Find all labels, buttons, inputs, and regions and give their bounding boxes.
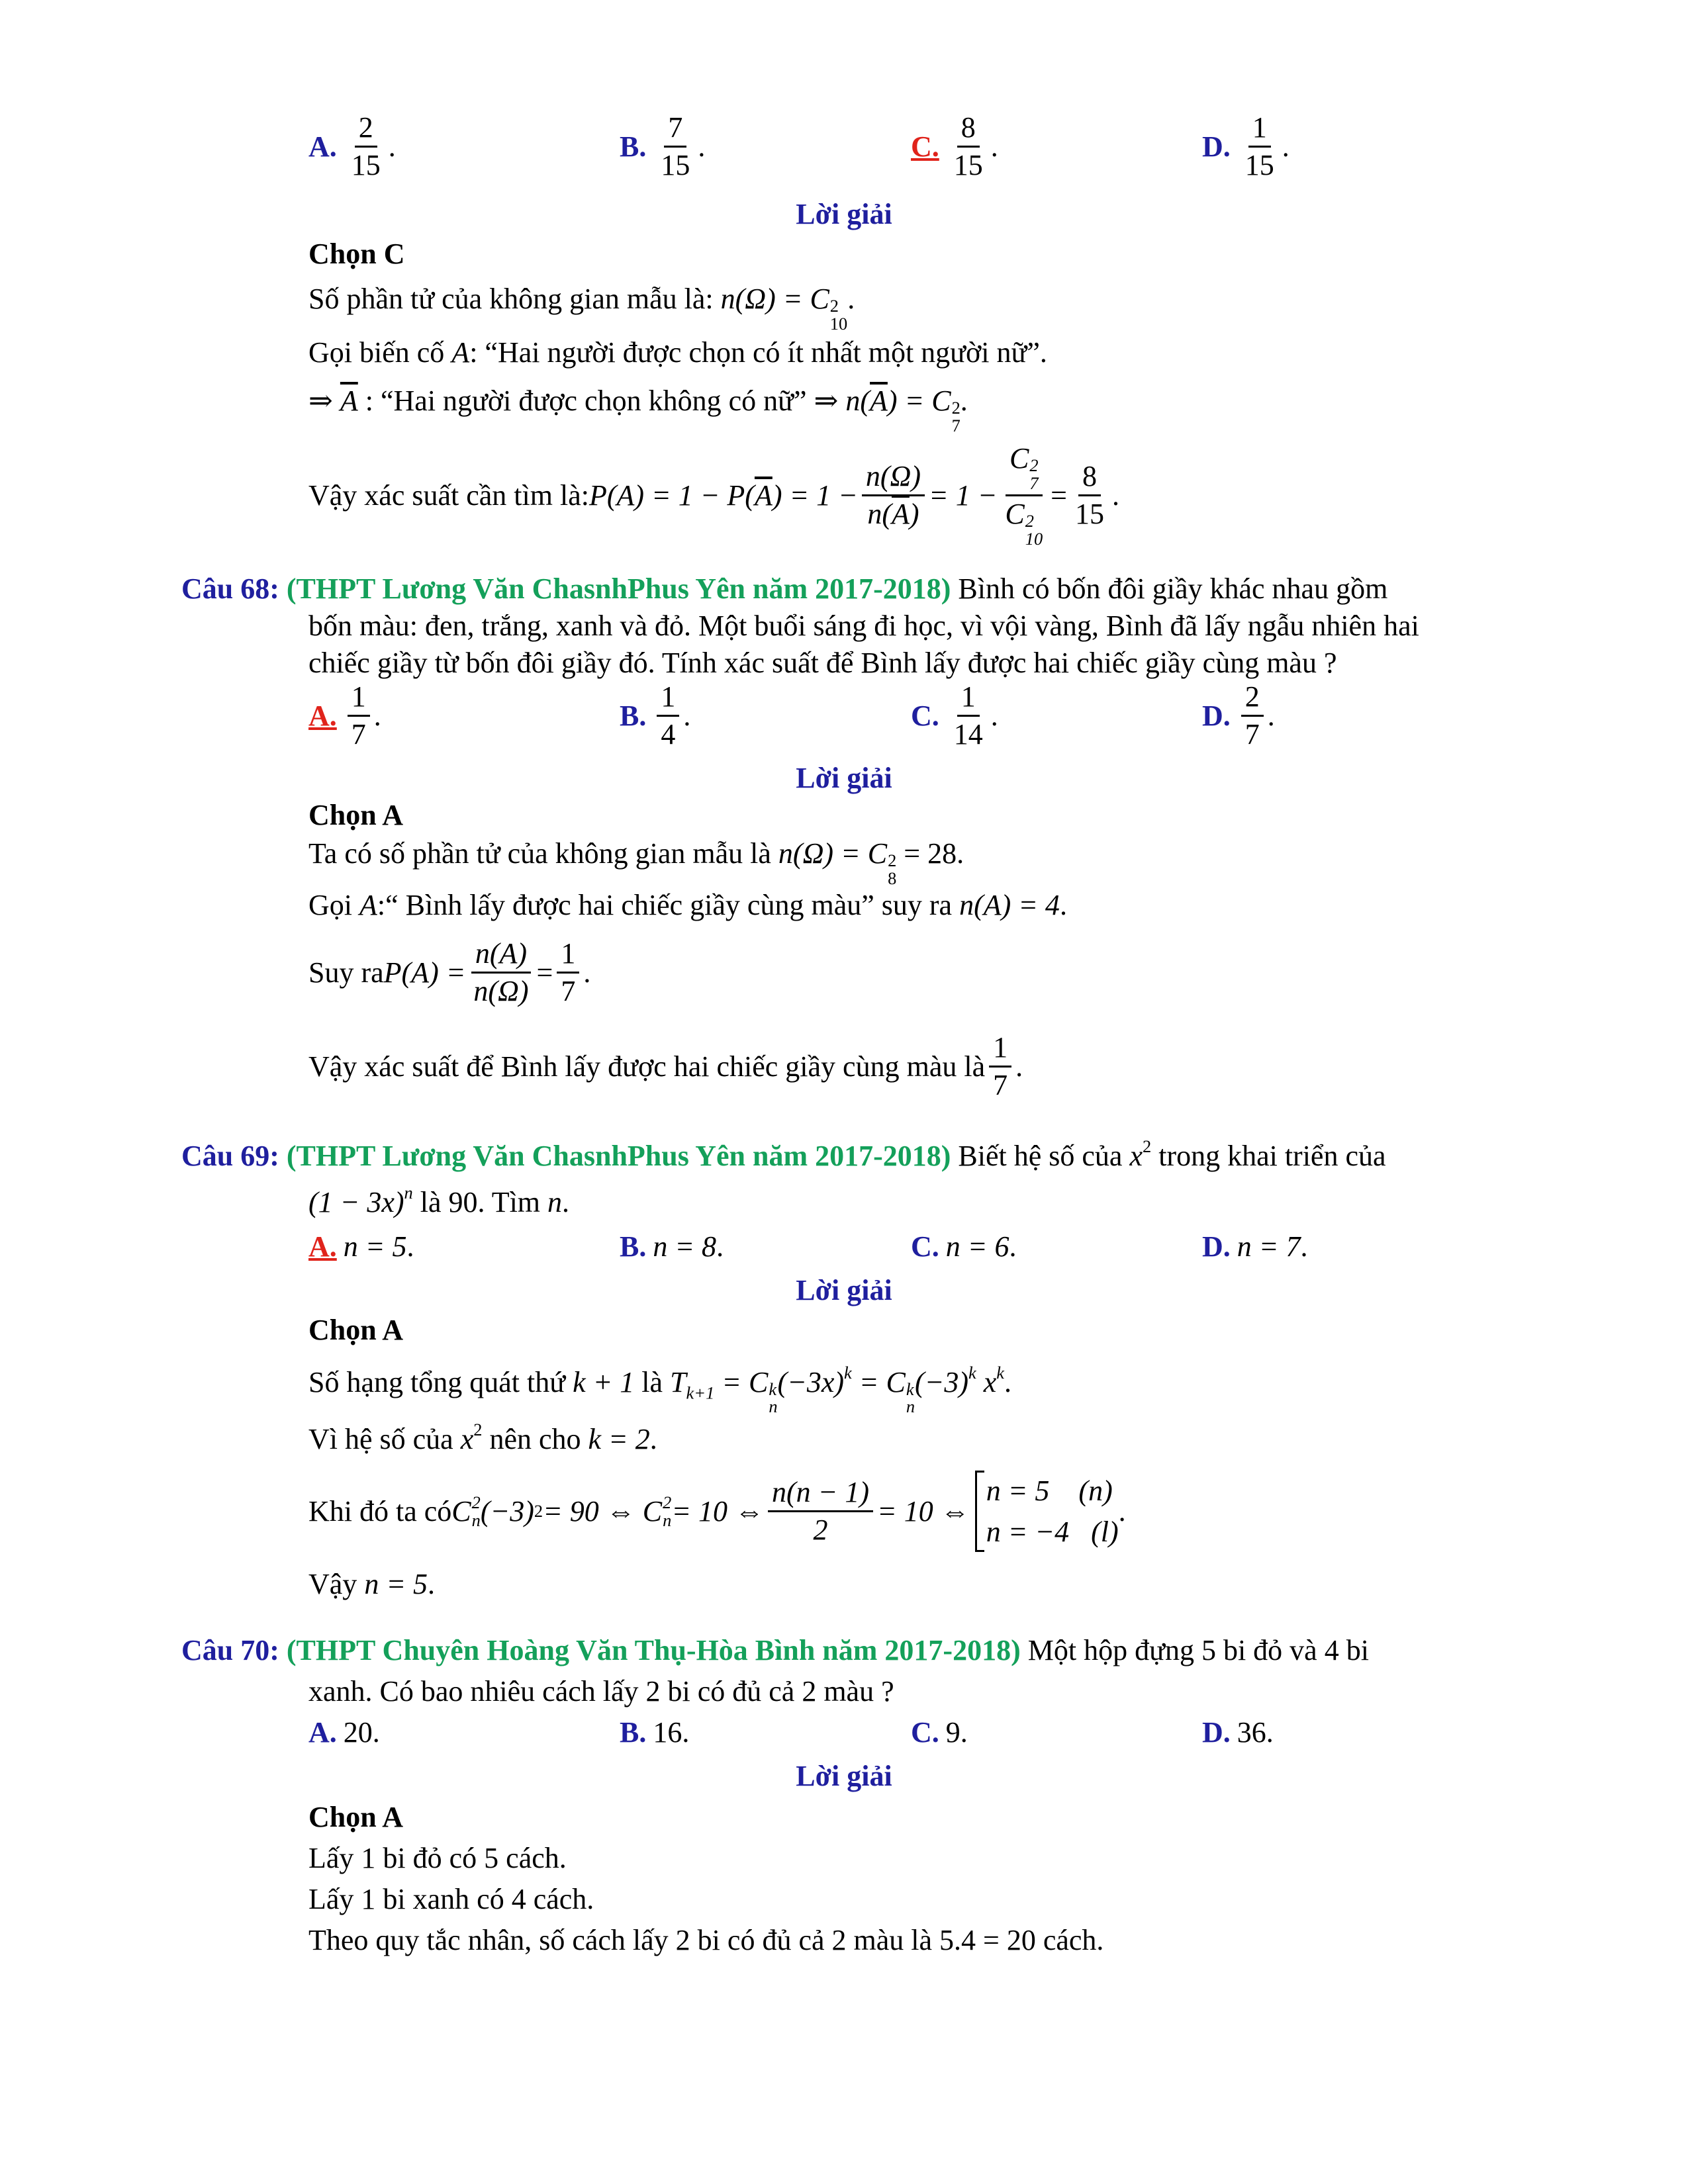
q69-option-d [1202, 1230, 1307, 1263]
math: n = 8 [653, 1230, 717, 1263]
math: (1 − 3x) [308, 1185, 404, 1218]
var-complement: $\overline{A}$ [891, 498, 910, 531]
math: = 10 ⇔ [877, 1495, 970, 1528]
tail: . [388, 130, 396, 163]
fraction [657, 113, 694, 181]
tail: . [1009, 1230, 1017, 1263]
var-complement: $\overline{A}$ [340, 385, 358, 417]
solution-line [308, 1362, 1011, 1416]
fraction [1001, 443, 1047, 547]
fraction [862, 461, 925, 529]
math: C [451, 1495, 471, 1528]
question-69-line-2 [308, 1182, 569, 1220]
sub: k+1 [686, 1383, 715, 1403]
option-label: C. [911, 700, 939, 733]
q68-option-c [911, 682, 998, 750]
text: :“ Bình lấy được hai chiếc giầy cùng màu” suy ra [377, 889, 960, 921]
text: nên cho [482, 1422, 588, 1455]
text: Suy ra [308, 956, 384, 989]
solution-line [308, 938, 590, 1007]
q70-option-a [308, 1715, 380, 1749]
option-a [308, 113, 396, 181]
math: = 1 − [929, 479, 998, 512]
sub: n [471, 1510, 481, 1530]
math: = C [851, 1365, 906, 1398]
math: x [976, 1365, 997, 1398]
q69-option-c [911, 1230, 1016, 1263]
question-70-line-1 [181, 1632, 1369, 1668]
tail: . [682, 1716, 690, 1749]
option-label: D. [1202, 700, 1231, 733]
supsub [1029, 457, 1038, 492]
text: Vậy xác suất cần tìm là: [308, 479, 589, 512]
sub: 7 [1029, 473, 1039, 493]
end: . [649, 1422, 657, 1455]
question-68-line-1 [181, 570, 1387, 607]
question-68-line-2: bốn màu: đen, trắng, xanh và đỏ. Một buổi sáng đi học, vì vội vàng, Bình đã lấy ngẫu nhiên hai [308, 610, 1419, 642]
solution-heading: Lời giải [796, 1274, 892, 1306]
c: C [1005, 498, 1025, 531]
math: (−3) [915, 1365, 969, 1398]
choice-label: Chọn A [308, 1801, 404, 1833]
end: . [428, 1568, 436, 1600]
option-label: D. [1202, 130, 1231, 163]
option-label: C. [911, 1716, 939, 1749]
sup: 2 [663, 1492, 672, 1513]
question-text: Biết hệ số của [951, 1139, 1130, 1172]
numerator: 8 [1078, 461, 1101, 496]
math: = 10 ⇔ [671, 1495, 765, 1528]
solution-line [308, 1566, 435, 1602]
text: Số hạng tổng quát thứ [308, 1365, 573, 1398]
sup: 2 [473, 1420, 483, 1439]
end: . [562, 1185, 570, 1218]
numerator: 1 [1248, 113, 1271, 148]
numerator: 8 [957, 113, 980, 148]
option-label: D. [1202, 1230, 1231, 1263]
option-label: B. [620, 130, 647, 163]
math: n = 5 [364, 1568, 428, 1600]
choice-label: Chọn C [308, 238, 405, 270]
option-label: B. [620, 1716, 647, 1749]
solution-line [308, 334, 1047, 371]
supsub [1025, 512, 1043, 547]
numerator: n(Ω) [862, 461, 925, 496]
tail: . [960, 1716, 968, 1749]
fraction [348, 682, 370, 750]
q68-option-a [308, 682, 381, 750]
eq: = [536, 956, 553, 989]
tail: . [698, 130, 706, 163]
end: . [847, 283, 855, 315]
sub: n [769, 1396, 778, 1417]
solution-line [308, 281, 855, 332]
tail: . [683, 700, 691, 733]
supsub [830, 297, 847, 332]
math: 9 [945, 1716, 961, 1749]
end: . [1111, 479, 1119, 512]
solution-line [308, 383, 968, 434]
sub: n [663, 1510, 672, 1530]
sub: 8 [888, 868, 897, 888]
question-68-line-3: chiếc giầy từ bốn đôi giầy đó. Tính xác suất để Bình lấy được hai chiếc giầy cùng màu ? [308, 647, 1337, 679]
var-complement: $\overline{A}$ [870, 385, 888, 417]
fraction [348, 113, 385, 181]
math: n = 7 [1237, 1230, 1301, 1263]
option-label: A. [308, 130, 337, 163]
sub: 7 [951, 415, 961, 435]
end: . [1059, 889, 1067, 921]
math: = C [714, 1365, 769, 1398]
math: n = 5 [343, 1230, 407, 1263]
supsub [952, 399, 961, 434]
question-source: (THPT Lương Văn ChasnhPhus Yên năm 2017-2018) [286, 572, 951, 605]
question-69-line-1 [181, 1136, 1386, 1174]
choice-label: Chọn A [308, 799, 404, 831]
fraction [469, 938, 532, 1007]
text: Gọi [308, 889, 359, 921]
denominator: 7 [561, 975, 576, 1008]
supsub [906, 1381, 915, 1416]
numerator: n(A) [471, 938, 531, 974]
tail: . [990, 130, 998, 163]
question-70-line-2: xanh. Có bao nhiêu cách lấy 2 bi có đủ cả 2 màu ? [308, 1675, 894, 1707]
option-c [911, 113, 998, 181]
supsub [769, 1381, 777, 1416]
solution-line: Lấy 1 bi đỏ có 5 cách. [308, 1842, 567, 1874]
eq: = [1051, 479, 1067, 512]
solution-line [308, 835, 964, 887]
case: n = −4 (l) [986, 1515, 1119, 1548]
math: ) = 1 − [772, 479, 858, 512]
question-text: Một hộp đựng 5 bi đỏ và 4 bi [1020, 1634, 1369, 1666]
math: ⇒ n( [814, 385, 870, 417]
var: n [547, 1185, 563, 1218]
end: . [960, 385, 968, 417]
arrow: ⇒ [308, 385, 340, 417]
tail: . [1282, 130, 1289, 163]
tail: . [372, 1716, 380, 1749]
math: (−3) [480, 1495, 534, 1528]
sup: 2 [1143, 1136, 1152, 1156]
option-b [620, 113, 705, 181]
solution-line: Lấy 1 bi xanh có 4 cách. [308, 1883, 594, 1915]
end: . [583, 956, 591, 989]
denominator [863, 496, 923, 529]
solution-line [308, 443, 1119, 547]
var: A [359, 889, 377, 921]
fraction [950, 682, 987, 750]
text: Gọi biến cố [308, 336, 452, 369]
text: là 90. Tìm [412, 1185, 548, 1218]
math: T [670, 1365, 686, 1398]
case-bracket [975, 1471, 1119, 1552]
solution-heading: Lời giải [796, 198, 892, 230]
text: Số phần tử của không gian mẫu là: [308, 283, 721, 315]
question-text: trong khai triển của [1151, 1139, 1386, 1172]
end: = 28. [896, 837, 964, 870]
text: : “Hai người được chọn có ít nhất một người nữ”. [469, 336, 1047, 369]
sub: n [906, 1396, 915, 1417]
tail: . [990, 700, 998, 733]
solution-line [308, 1419, 657, 1457]
var: x [1129, 1139, 1143, 1172]
solution-heading: Lời giải [796, 762, 892, 794]
sup: k [996, 1363, 1004, 1383]
sup: 2 [1025, 511, 1034, 531]
fraction [1241, 113, 1278, 181]
numerator: 1 [989, 1032, 1011, 1068]
sup: 2 [471, 1492, 481, 1513]
math: 20 [343, 1716, 373, 1749]
den-part: n( [867, 498, 892, 531]
text: Vì hệ số của [308, 1422, 461, 1455]
option-label: B. [620, 700, 647, 733]
math: n(Ω) = C [778, 837, 888, 870]
end: . [1004, 1365, 1011, 1398]
math: n = 6 [945, 1230, 1009, 1263]
math: ) = C [887, 385, 951, 417]
sup: k [968, 1363, 976, 1383]
sup: k [906, 1379, 914, 1400]
option-label-answer: A. [308, 1230, 337, 1263]
denominator: 7 [1244, 718, 1260, 751]
denominator: 7 [351, 718, 366, 751]
denominator: 14 [953, 718, 983, 751]
q70-option-d [1202, 1715, 1274, 1749]
numerator: n(n − 1) [768, 1477, 873, 1512]
text: : “Hai người được chọn không có nữ” [357, 385, 814, 417]
tail: . [406, 1230, 414, 1263]
denominator: 4 [661, 718, 676, 751]
choice-label: Chọn A [308, 1314, 404, 1346]
q68-option-b [620, 682, 690, 750]
numerator [1006, 443, 1043, 496]
c: C [1009, 442, 1029, 475]
option-label: B. [620, 1230, 647, 1263]
tail: . [716, 1230, 724, 1263]
question-source: (THPT Lương Văn ChasnhPhus Yên năm 2017-2018) [286, 1139, 951, 1172]
fraction [557, 938, 579, 1007]
sub: 10 [1025, 528, 1043, 549]
solution-line: Theo quy tắc nhân, số cách lấy 2 bi có đủ cả 2 màu là 5.4 = 20 cách. [308, 1924, 1104, 1956]
solution-line [308, 1032, 1023, 1101]
denominator [1001, 496, 1047, 547]
numerator: 1 [348, 682, 370, 717]
numerator: 2 [355, 113, 377, 148]
math: k = 2 [588, 1422, 650, 1455]
sup: 2 [1029, 455, 1039, 476]
fraction [1071, 461, 1108, 529]
fraction [657, 682, 679, 750]
solution-line [308, 887, 1067, 923]
fraction [1241, 682, 1264, 750]
solution-line [308, 1471, 1126, 1552]
text: Vậy [308, 1568, 365, 1600]
sup: n [404, 1183, 413, 1203]
var: A [451, 336, 470, 369]
numerator: 1 [957, 682, 980, 717]
option-label-answer: C. [911, 130, 939, 163]
option-label: A. [308, 1716, 337, 1749]
q70-option-b [620, 1715, 689, 1749]
sup: 2 [829, 296, 839, 316]
question-source: (THPT Chuyên Hoàng Văn Thụ-Hòa Bình năm 2017-2018) [286, 1634, 1021, 1666]
question-number: Câu 68: [181, 572, 279, 605]
denominator: 15 [953, 149, 983, 182]
option-label: D. [1202, 1716, 1231, 1749]
math: n(A) = 4 [959, 889, 1060, 921]
sub: 10 [829, 313, 848, 334]
supsub [663, 1494, 671, 1529]
q69-option-b [620, 1230, 724, 1263]
text: Vậy xác suất để Bình lấy được hai chiếc giầy cùng màu là [308, 1050, 986, 1083]
sup: 2 [534, 1501, 543, 1522]
numerator: 1 [557, 938, 579, 974]
numerator: 1 [657, 682, 679, 717]
math: k + 1 [573, 1365, 635, 1398]
fraction [768, 1477, 873, 1545]
sup: k [844, 1363, 852, 1383]
question-text: Bình có bốn đôi giầy khác nhau gồm [951, 572, 1388, 605]
supsub [888, 852, 896, 887]
math: 36 [1237, 1716, 1266, 1749]
option-label-answer: A. [308, 700, 337, 733]
end: . [1015, 1050, 1023, 1083]
text: Ta có số phần tử của không gian mẫu là [308, 837, 778, 870]
denominator: 15 [661, 149, 690, 182]
math: P(A) = [383, 956, 466, 989]
case: n = 5 (n) [986, 1475, 1113, 1507]
denominator: 15 [351, 149, 381, 182]
q69-option-a [308, 1230, 414, 1263]
tail: . [373, 700, 381, 733]
text: là [634, 1365, 671, 1398]
fraction [989, 1032, 1011, 1101]
sup: 2 [951, 398, 961, 418]
denominator: 15 [1074, 498, 1104, 531]
den-part: ) [909, 498, 919, 531]
option-label: C. [911, 1230, 939, 1263]
solution-heading: Lời giải [796, 1760, 892, 1792]
denominator: 7 [993, 1069, 1008, 1102]
q68-option-d [1202, 682, 1275, 750]
tail: . [1300, 1230, 1308, 1263]
math: P(A) = 1 − P( [588, 479, 755, 512]
sup: 2 [888, 850, 897, 871]
fraction [950, 113, 987, 181]
q70-option-c [911, 1715, 968, 1749]
text: Khi đó ta có [308, 1495, 452, 1528]
tail: . [1266, 1716, 1274, 1749]
math: = 90 ⇔ C [543, 1495, 663, 1528]
denominator: 2 [813, 1514, 828, 1547]
math: (−3x) [777, 1365, 845, 1398]
var-complement: $\overline{A}$ [754, 479, 773, 512]
sup: k [769, 1379, 777, 1400]
supsub [472, 1494, 481, 1529]
denominator: 15 [1244, 149, 1274, 182]
question-number: Câu 70: [181, 1634, 279, 1666]
numerator: 7 [664, 113, 686, 148]
option-d [1202, 113, 1289, 181]
math: 16 [653, 1716, 682, 1749]
var: x [460, 1422, 474, 1455]
end: . [1118, 1495, 1126, 1528]
question-number: Câu 69: [181, 1139, 279, 1172]
numerator: 2 [1241, 682, 1264, 717]
math: n(Ω) = C [720, 283, 829, 315]
denominator: n(Ω) [473, 975, 529, 1008]
tail: . [1267, 700, 1275, 733]
